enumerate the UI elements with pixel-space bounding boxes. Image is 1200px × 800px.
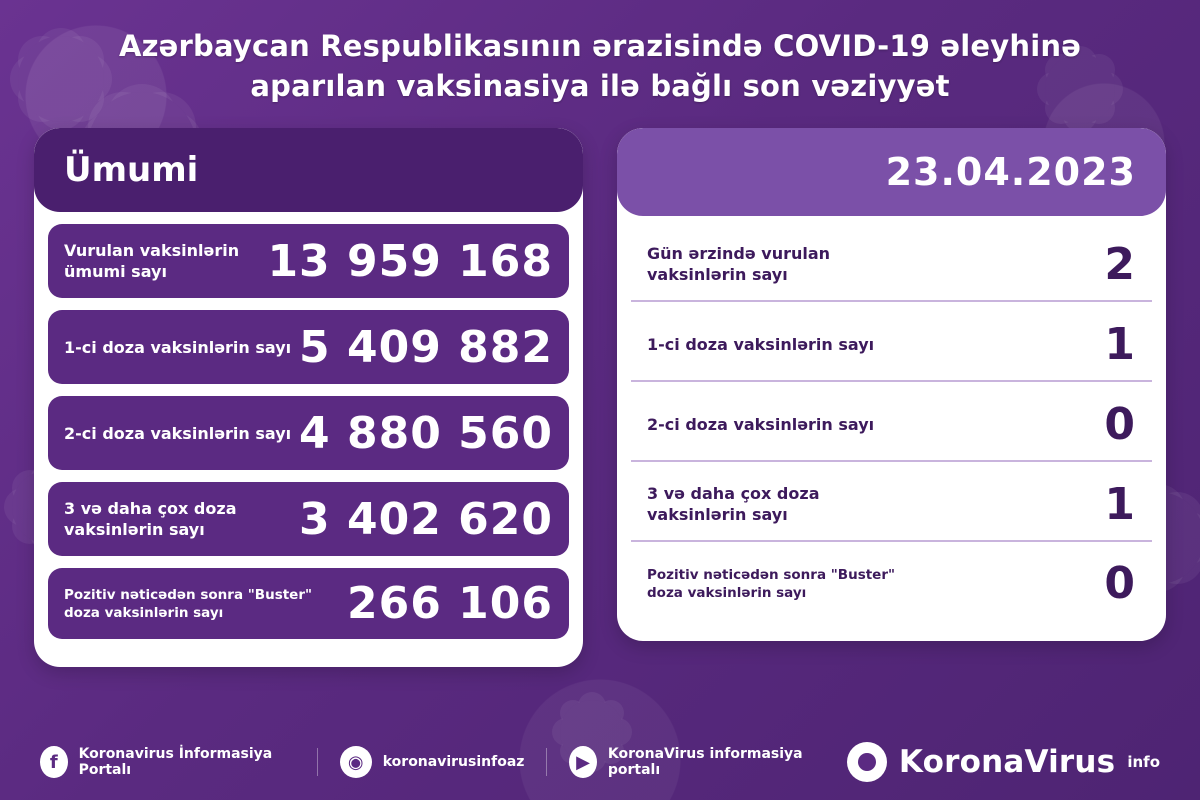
row-label: 2-ci doza vaksinlərin sayı <box>647 414 875 434</box>
totals-column <box>34 128 583 667</box>
table-row <box>631 468 1152 542</box>
footer <box>0 742 1200 782</box>
row-value: 2 <box>1104 238 1136 290</box>
table-row <box>631 548 1152 619</box>
row-value: 4 880 560 <box>299 407 553 459</box>
social-instagram[interactable] <box>340 746 525 778</box>
row-label: Vurulan vaksinlərin ümumi sayı <box>64 241 240 281</box>
table-row <box>631 228 1152 302</box>
row-label: 1-ci doza vaksinlərin sayı <box>647 334 875 354</box>
row-value: 266 106 <box>346 578 553 629</box>
brand-suffix: info <box>1127 753 1160 771</box>
brand-logo <box>847 742 1160 782</box>
table-row <box>631 308 1152 382</box>
social-label: koronavirusinfoaz <box>382 754 525 770</box>
table-row <box>48 224 569 298</box>
social-facebook[interactable] <box>40 746 295 778</box>
row-label: 3 və daha çox doza vaksinlərin sayı <box>647 484 820 524</box>
daily-rows <box>617 216 1166 619</box>
table-row <box>48 482 569 556</box>
divider <box>546 748 547 776</box>
table-row <box>631 388 1152 462</box>
table-row <box>48 568 569 639</box>
row-value: 1 <box>1104 478 1136 530</box>
row-label: 3 və daha çox doza vaksinlərin sayı <box>64 499 237 539</box>
facebook-icon: f <box>40 746 68 778</box>
social-label: KoronaVirus informasiya portalı <box>607 746 803 778</box>
row-value: 3 402 620 <box>299 493 553 545</box>
row-label: 2-ci doza vaksinlərin sayı <box>64 423 292 443</box>
page-title: Azərbaycan Respublikasının ərazisində COVID-19 əleyhinə aparılan vaksinasiya ilə bağlı son vəziyyət <box>118 29 1082 103</box>
row-label: 1-ci doza vaksinlərin sayı <box>64 337 292 357</box>
row-label: Gün ərzində vurulan vaksinlərin sayı <box>647 244 831 284</box>
row-value: 13 959 168 <box>267 235 553 287</box>
brand-name: KoronaVirus <box>898 744 1116 780</box>
daily-column <box>617 128 1166 667</box>
instagram-icon: ◉ <box>340 746 372 778</box>
daily-heading-date: 23.04.2023 <box>617 128 1166 216</box>
virus-logo-icon <box>847 742 887 782</box>
stats-columns <box>0 120 1200 667</box>
table-row <box>48 396 569 470</box>
totals-rows <box>34 212 583 639</box>
totals-heading: Ümumi <box>34 128 583 212</box>
social-youtube[interactable] <box>569 746 825 778</box>
youtube-icon: ▶ <box>569 746 597 778</box>
row-value: 1 <box>1104 318 1136 370</box>
daily-card <box>617 128 1166 641</box>
row-value: 5 409 882 <box>299 321 553 373</box>
totals-card <box>34 128 583 667</box>
table-row <box>48 310 569 384</box>
divider <box>317 748 318 776</box>
row-value: 0 <box>1104 398 1136 450</box>
row-label: Pozitiv nəticədən sonra "Buster" doza vaksinlərin sayı <box>64 586 313 621</box>
social-label: Koronavirus İnformasiya Portalı <box>78 746 273 778</box>
row-label: Pozitiv nəticədən sonra "Buster" doza vaksinlərin sayı <box>647 566 896 601</box>
row-value: 0 <box>1104 558 1136 609</box>
